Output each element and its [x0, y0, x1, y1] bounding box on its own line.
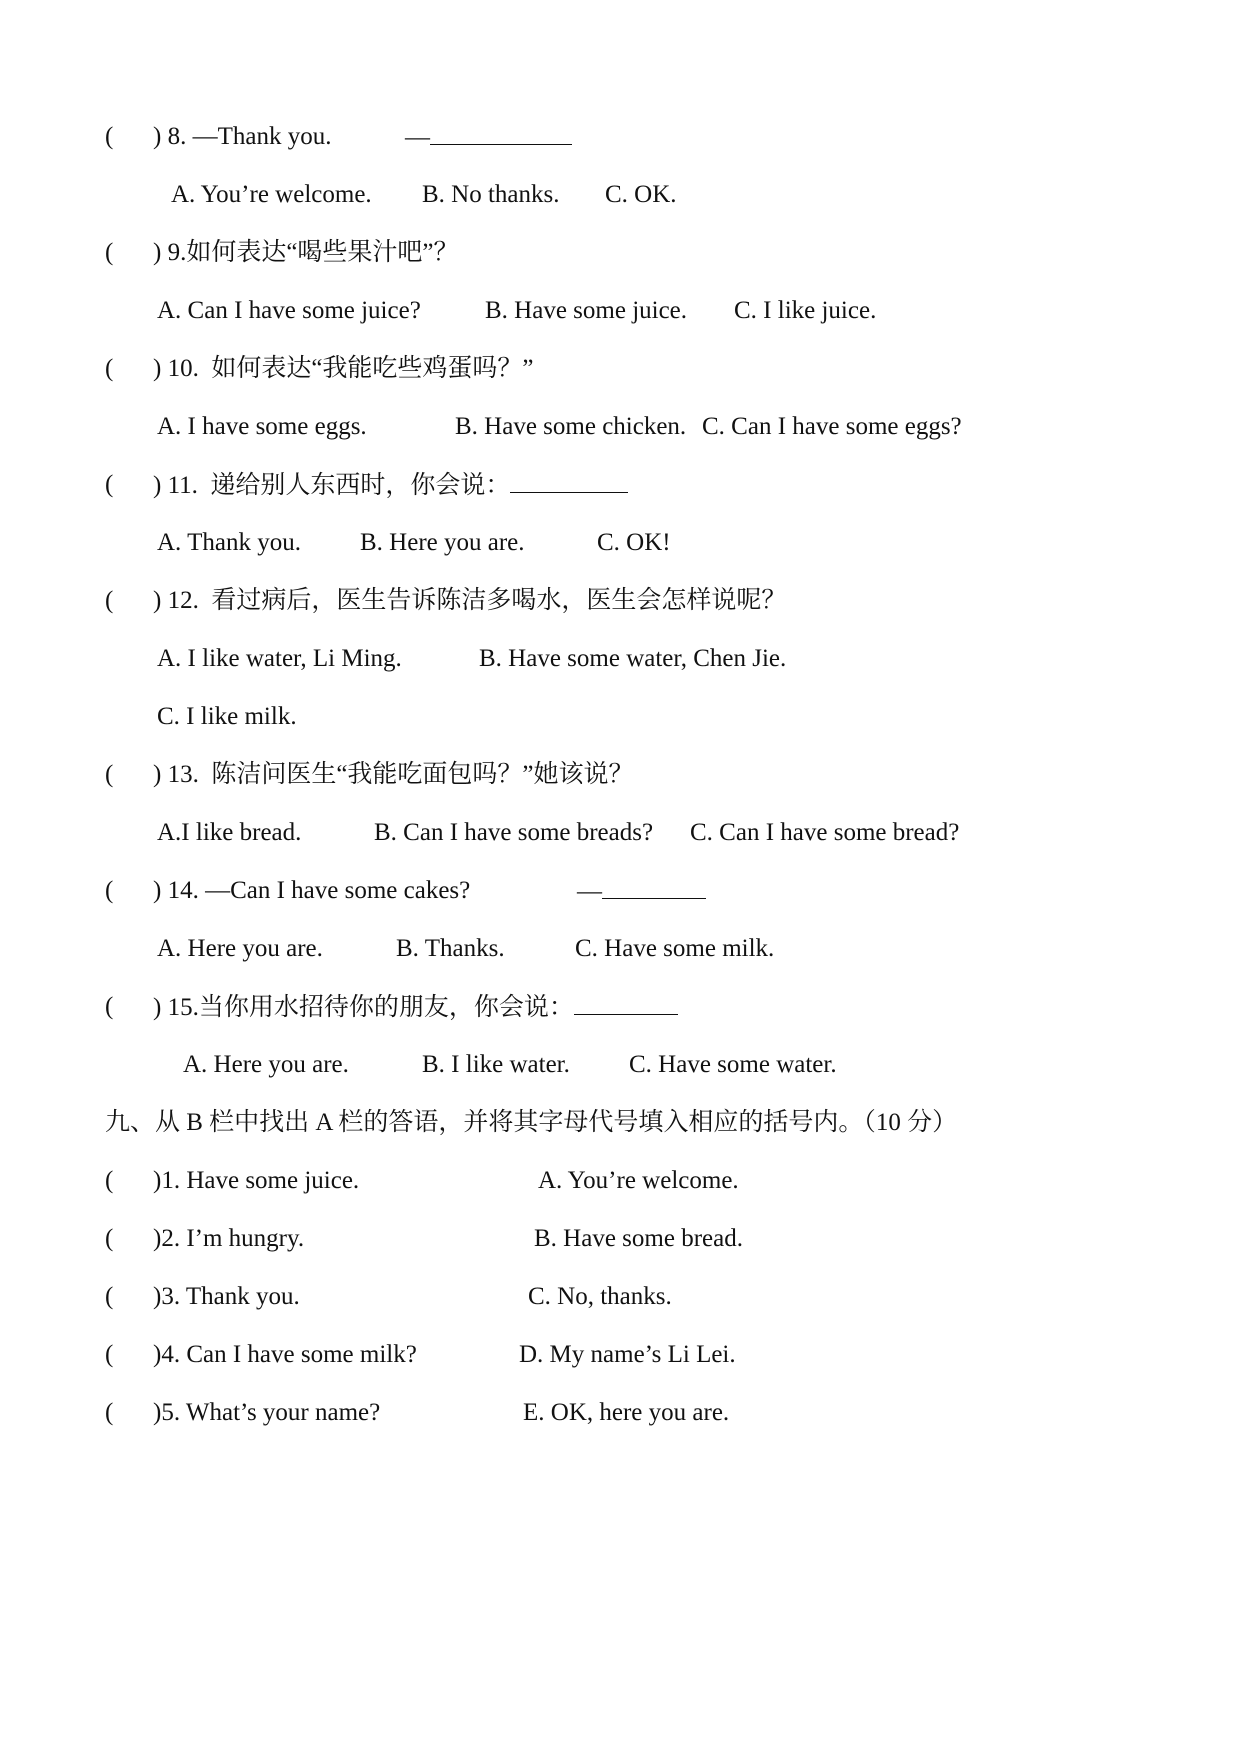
q11-stem	[153, 470, 628, 501]
match-right-d: D. My name’s Li Lei.	[519, 1341, 736, 1368]
q14-open-paren: (	[105, 877, 114, 904]
q11-open-paren: (	[105, 471, 114, 498]
q14-answer-blank	[602, 876, 706, 899]
match4-left: )4. Can I have some milk?	[153, 1341, 417, 1368]
q12-open-paren: (	[105, 587, 114, 614]
q11-option-c: C. OK!	[597, 529, 671, 556]
q14-stem: ) 14. —Can I have some cakes?	[153, 877, 471, 904]
q8-answer-blank	[430, 122, 572, 145]
q9-open-paren: (	[105, 239, 114, 266]
q13-open-paren: (	[105, 761, 114, 788]
q15-option-b: B. I like water.	[422, 1051, 570, 1078]
q14-option-b: B. Thanks.	[396, 935, 505, 962]
match5-left: )5. What’s your name?	[153, 1399, 381, 1426]
q14-option-a: A. Here you are.	[157, 935, 323, 962]
q11-stem-text: ) 11. 递给别人东西时，你会说：	[153, 472, 511, 499]
q14-reply	[577, 876, 706, 907]
q10-open-paren: (	[105, 355, 114, 382]
q9-option-c: C. I like juice.	[734, 297, 877, 324]
q9-stem: ) 9.如何表达“喝些果汁吧”？	[153, 239, 459, 266]
q8-option-b: B. No thanks.	[422, 181, 560, 208]
match3-open-paren: (	[105, 1283, 114, 1310]
q12-option-b: B. Have some water, Chen Jie.	[479, 645, 787, 672]
match-right-e: E. OK, here you are.	[523, 1399, 730, 1426]
q14-reply-dash: —	[577, 878, 602, 905]
q12-stem: ) 12. 看过病后，医生告诉陈洁多喝水，医生会怎样说呢？	[153, 587, 787, 614]
q10-option-c: C. Can I have some eggs?	[702, 413, 962, 440]
q10-stem: ) 10. 如何表达“我能吃些鸡蛋吗？”	[153, 355, 534, 382]
q15-option-c: C. Have some water.	[629, 1051, 837, 1078]
q13-option-b: B. Can I have some breads?	[374, 819, 654, 846]
q8-reply	[405, 122, 572, 153]
match5-open-paren: (	[105, 1399, 114, 1426]
q8-open-paren: (	[105, 123, 114, 150]
q9-option-a: A. Can I have some juice?	[157, 297, 421, 324]
q13-option-a: A.I like bread.	[157, 819, 302, 846]
q11-option-a: A. Thank you.	[157, 529, 301, 556]
section9-title: 九、从 B 栏中找出 A 栏的答语，并将其字母代号填入相应的括号内。（10 分）	[105, 1109, 958, 1136]
match3-left: )3. Thank you.	[153, 1283, 300, 1310]
match1-open-paren: (	[105, 1167, 114, 1194]
q12-option-a: A. I like water, Li Ming.	[157, 645, 402, 672]
q14-option-c: C. Have some milk.	[575, 935, 775, 962]
q12-option-c: C. I like milk.	[157, 703, 297, 730]
q15-option-a: A. Here you are.	[183, 1051, 349, 1078]
q8-reply-dash: —	[405, 124, 430, 151]
match-right-c: C. No, thanks.	[528, 1283, 672, 1310]
q15-open-paren: (	[105, 993, 114, 1020]
match4-open-paren: (	[105, 1341, 114, 1368]
q8-option-a: A. You’re welcome.	[171, 181, 372, 208]
q15-answer-blank	[574, 992, 678, 1015]
match-right-a: A. You’re welcome.	[538, 1167, 739, 1194]
match-right-b: B. Have some bread.	[534, 1225, 743, 1252]
q13-option-c: C. Can I have some bread?	[690, 819, 960, 846]
q11-answer-blank	[510, 470, 628, 493]
q10-option-a: A. I have some eggs.	[157, 413, 367, 440]
q11-option-b: B. Here you are.	[360, 529, 525, 556]
q9-option-b: B. Have some juice.	[485, 297, 688, 324]
q8-option-c: C. OK.	[605, 181, 677, 208]
q15-stem	[153, 992, 678, 1023]
match2-left: )2. I’m hungry.	[153, 1225, 305, 1252]
q8-stem: ) 8. —Thank you.	[153, 123, 332, 150]
match2-open-paren: (	[105, 1225, 114, 1252]
q13-stem: ) 13. 陈洁问医生“我能吃面包吗？”她该说？	[153, 761, 634, 788]
q10-option-b: B. Have some chicken.	[455, 413, 687, 440]
q15-stem-text: ) 15.当你用水招待你的朋友，你会说：	[153, 994, 574, 1021]
match1-left: )1. Have some juice.	[153, 1167, 360, 1194]
